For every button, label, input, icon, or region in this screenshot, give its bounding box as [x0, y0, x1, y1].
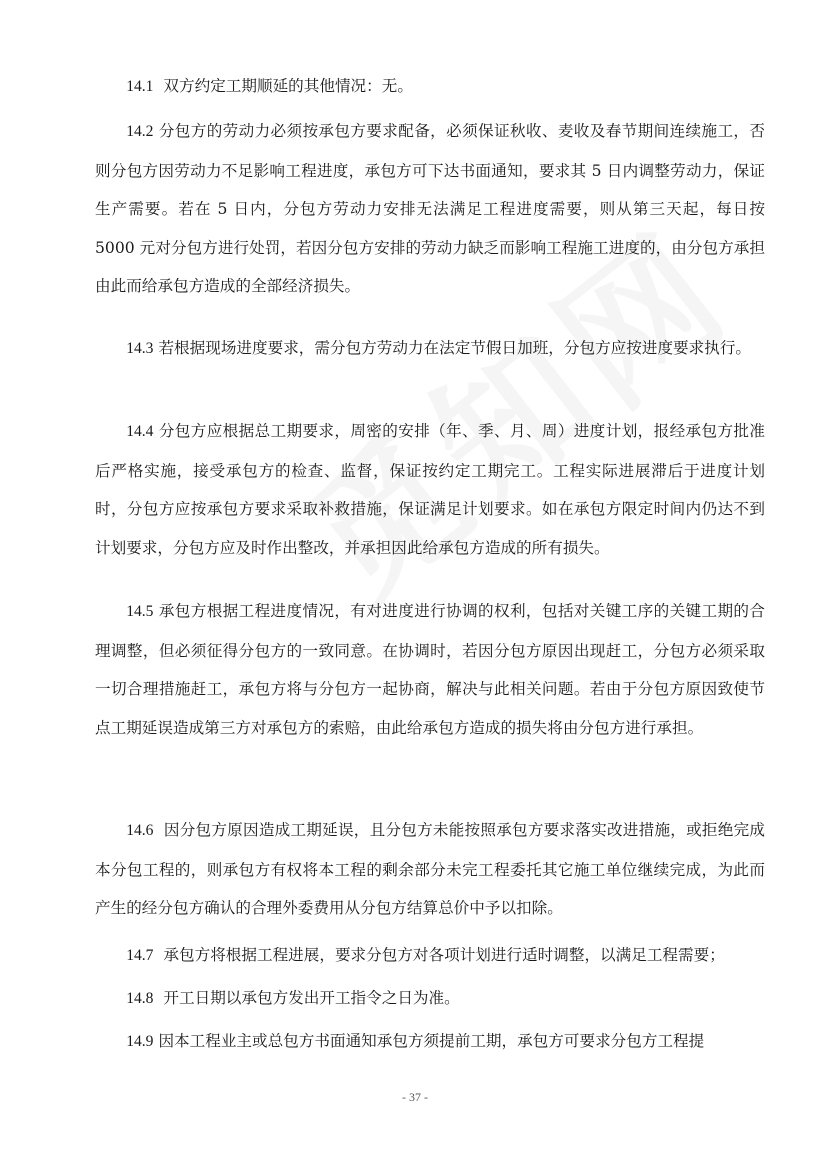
clause-text: 若根据现场进度要求，需分包方劳动力在法定节假日加班，分包方应按进度要求执行。: [158, 339, 752, 357]
clause-text: 承包方将根据工程进展，要求分包方对各项计划进行适时调整，以满足工程需要；: [163, 946, 725, 964]
clause-14-2: [95, 112, 765, 306]
clause-text: 承包方根据工程进度情况，有对进度进行协调的权利，包括对关键工序的关键工期的合理调整，但必须征得分包方的一致同意。在协调时，若因分包方原因出现赶工，分包方必须采取一切合理措施赶工，承包方将与分包方一起协商，解决与此相关问题。若由于分包方原因致使节点工期延误造成第三方对承包方的索赔，由此给承包方造成的损失将由分包方进行承担。: [95, 602, 765, 737]
clause-number: 14.1: [126, 78, 154, 95]
clause-text: 因分包方原因造成工期延误，且分包方未能按照承包方要求落实改进措施，或拒绝完成本分包工程的，则承包方有权将本工程的剩余部分未完工程委托其它施工单位继续完成，为此而产生的经分包方确认的合理外委费用从分包方结算总价中予以扣除。: [95, 821, 765, 917]
clause-14-7: [95, 936, 765, 976]
clause-number: 14.8: [126, 990, 154, 1007]
clause-text: 开工日期以承包方发出开工指令之日为准。: [163, 989, 460, 1007]
clause-text: 分包方的劳动力必须按承包方要求配备，必须保证秋收、麦收及春节期间连续施工，否则分包方因劳动力不足影响工程进度，承包方可下达书面通知，要求其 5 日内调整劳动力，保证生产需要。若在 5 日内，分包方劳动力安排无法满足工程进度需要，则从第三天起，每日按 5000 元对分包方进行处罚，若因分包方安排的劳动力缺乏而影响工程施工进度的，由分包方承担由此而给承包方造成的全部经济损失。: [95, 122, 765, 295]
clause-number: 14.5: [126, 603, 154, 620]
clause-number: 14.7: [126, 947, 154, 964]
clause-number: 14.3: [126, 340, 154, 357]
clause-14-4: [95, 412, 765, 567]
clause-14-5: [95, 592, 765, 747]
clause-text: 双方约定工期顺延的其他情况：无。: [163, 77, 413, 95]
clause-number: 14.2: [126, 123, 154, 140]
clause-14-6: [95, 811, 765, 928]
clause-text: 因本工程业主或总包方书面通知承包方须提前工期，承包方可要求分包方工程提: [158, 1032, 705, 1050]
clause-14-1: [95, 67, 765, 107]
clause-14-3: [95, 329, 765, 369]
clause-14-9: [95, 1022, 765, 1062]
clause-number: 14.9: [126, 1033, 154, 1050]
clause-number: 14.4: [126, 423, 154, 440]
clause-number: 14.6: [126, 822, 154, 839]
page-number: - 37 -: [402, 1090, 428, 1104]
clause-text: 分包方应根据总工期要求，周密的安排（年、季、月、周）进度计划，报经承包方批准后严格实施，接受承包方的检查、监督，保证按约定工期完工。工程实际进展滞后于进度计划时，分包方应按承包方要求采取补救措施，保证满足计划要求。如在承包方限定时间内仍达不到计划要求，分包方应及时作出整改，并承担因此给承包方造成的所有损失。: [95, 422, 765, 557]
clause-14-8: [95, 979, 765, 1019]
